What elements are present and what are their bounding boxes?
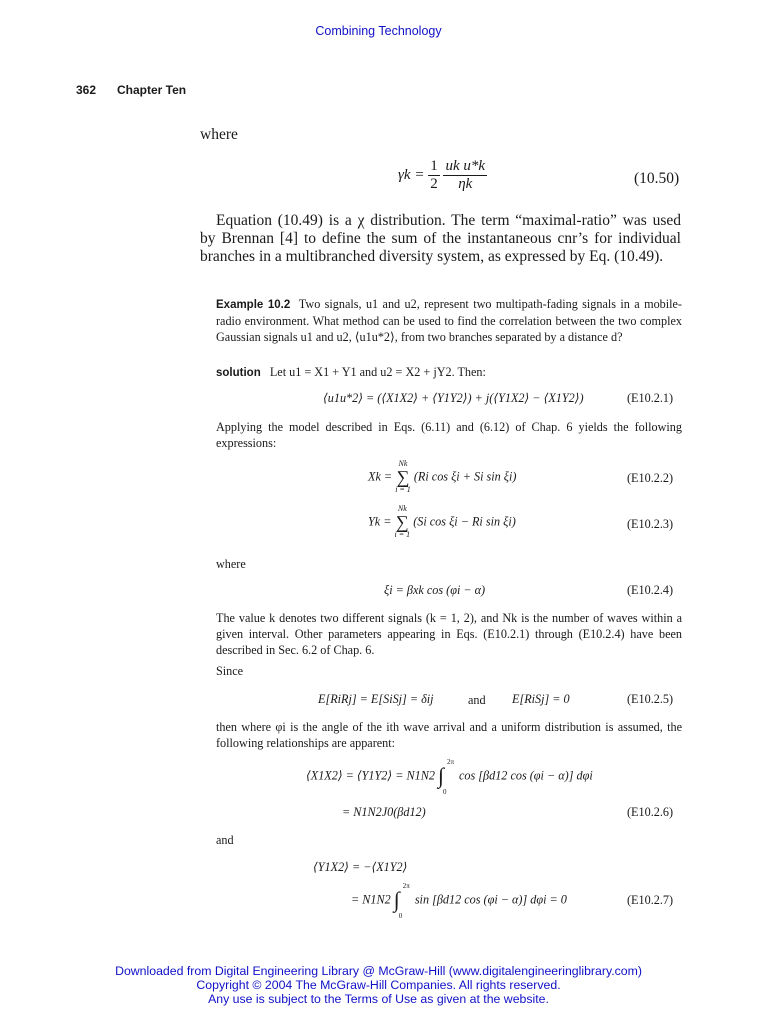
equation-e10-2-2: [368, 459, 516, 495]
eq-e10-2-3-lhs: Yk =: [368, 514, 392, 529]
solution-block: [216, 364, 682, 381]
eq-10-50-lhs: γk =: [398, 167, 425, 183]
footer-download-link[interactable]: Downloaded from Digital Engineering Library @ McGraw-Hill (www.digitalengineeringlibrary.com): [115, 964, 642, 978]
eq-e10-2-6-number: (E10.2.6): [627, 805, 674, 819]
eq-e10-2-5-right: E[RiSj] = 0: [512, 692, 570, 706]
equation-e10-2-4: ξi = βxk cos (φi − α): [384, 583, 486, 597]
eq-e10-2-7-lhs: = N1N2: [351, 892, 391, 907]
eq-e10-2-3-body: (Si cos ξi − Ri sin ξi): [413, 514, 516, 529]
where-text-2: where: [216, 557, 246, 571]
footer: [0, 964, 757, 1006]
sum-upper: Nk: [397, 504, 407, 513]
eq-e10-2-1-number: (E10.2.1): [627, 391, 674, 405]
header-link[interactable]: Combining Technology: [315, 24, 442, 38]
eq-e10-2-7-body: sin [βd12 cos (φi − α)] dφi = 0: [414, 892, 567, 907]
integral-lower: 0: [398, 912, 403, 920]
paragraph-value-k: The value k denotes two different signals (k = 1, 2), and Nk is the number of waves within a given interval. Other parameters appearing in Eqs. (E10.2.1) through (E10.2.4) have been described in Sec. 6.2 of Chap. 6.: [216, 611, 682, 657]
equation-e10-2-6-line2: = N1N2J0(βd12): [342, 805, 426, 819]
chapter-title: Chapter Ten: [117, 83, 187, 97]
equation-e10-2-3: [368, 504, 516, 540]
footer-copyright: Copyright © 2004 The McGraw-Hill Companies. All rights reserved.: [196, 978, 561, 992]
integral-upper: 2π: [446, 758, 455, 766]
eq-10-50-number: (10.50): [634, 170, 680, 187]
paragraph-phi: then where φi is the angle of the ith wave arrival and a uniform distribution is assumed, the following relationships are apparent:: [216, 720, 682, 750]
example-text: Two signals, u1 and u2, represent two multipath-fading signals in a mobile-radio environment. What method can be used to find the correlation between the two complex Gaussian signals u1 and u2, ⟨u1u*2⟩, from two branches separated by a distance d?: [216, 297, 682, 344]
equation-e10-2-7-line1: ⟨Y1X2⟩ = −⟨X1Y2⟩: [313, 860, 408, 874]
eq-e10-2-7-number: (E10.2.7): [627, 893, 674, 907]
eq-e10-2-5-and: and: [468, 693, 486, 707]
eq-10-50-frac2: [443, 158, 487, 193]
equation-e10-2-7-line2: [351, 882, 567, 920]
eq-e10-2-2-lhs: Xk =: [368, 469, 393, 484]
solution-label: solution: [216, 367, 261, 379]
eq-e10-2-6-lhs: ⟨X1X2⟩ = ⟨Y1Y2⟩ = N1N2: [306, 768, 435, 783]
where-text: where: [200, 126, 238, 143]
integral-upper: 2π: [402, 882, 410, 890]
eq-e10-2-5-number: (E10.2.5): [627, 692, 674, 706]
sum-symbol: Nk ∑ i = 1: [395, 459, 411, 494]
solution-text: Let u1 = X1 + Y1 and u2 = X2 + jY2. Then:: [269, 365, 486, 379]
eq-e10-2-2-body: (Ri cos ξi + Si sin ξi): [413, 469, 517, 484]
integral-lower: 0: [442, 788, 447, 796]
eq-e10-2-5-left: E[RiRj] = E[SiSj] = δij: [318, 692, 434, 706]
eq-e10-2-2-number: (E10.2.2): [627, 471, 674, 485]
example-block: [216, 296, 682, 345]
sum-upper: Nk: [398, 459, 408, 468]
integral-symbol: ∫ 2π 0: [437, 758, 455, 796]
paragraph-maximal-ratio: Equation (10.49) is a χ distribution. The term “maximal-ratio” was used by Brennan [4] to define the sum of the instantaneous cnr’s for individual branches in a multibranched diversity system, as expressed by Eq. (10.49).: [200, 212, 681, 265]
page-number: 362: [76, 83, 97, 97]
paragraph-model: Applying the model described in Eqs. (6.11) and (6.12) of Chap. 6 yields the following expressions:: [216, 420, 682, 450]
footer-terms[interactable]: Any use is subject to the Terms of Use as given at the website.: [208, 992, 549, 1006]
eq-10-50-frac1: [428, 158, 440, 193]
sum-lower: i = 1: [395, 485, 411, 494]
eq-e10-2-4-number: (E10.2.4): [627, 583, 674, 597]
eq-e10-2-6-body: cos [βd12 cos (φi − α)] dφi: [459, 768, 593, 783]
sum-symbol: Nk ∑ i = 1: [394, 504, 411, 539]
integral-symbol: ∫ 2π 0: [393, 882, 410, 920]
example-label: Example 10.2: [216, 299, 291, 311]
equation-e10-2-6-line1: [306, 758, 593, 796]
equation-10-50: [398, 158, 487, 193]
equation-e10-2-1: ⟨u1u*2⟩ = (⟨X1X2⟩ + ⟨Y1Y2⟩) + j(⟨Y1X2⟩ − ⟨X1Y2⟩): [323, 391, 584, 405]
and-text: and: [216, 833, 234, 847]
eq-10-50-frac2-num: uk u*k: [445, 158, 486, 174]
eq-10-50-frac1-den: 2: [430, 176, 438, 192]
sum-lower: i = 1: [394, 530, 411, 539]
eq-10-50-frac2-den: ηk: [458, 176, 473, 192]
eq-10-50-frac1-num: 1: [430, 158, 438, 174]
since-text: Since: [216, 664, 244, 678]
eq-e10-2-3-number: (E10.2.3): [627, 517, 674, 531]
